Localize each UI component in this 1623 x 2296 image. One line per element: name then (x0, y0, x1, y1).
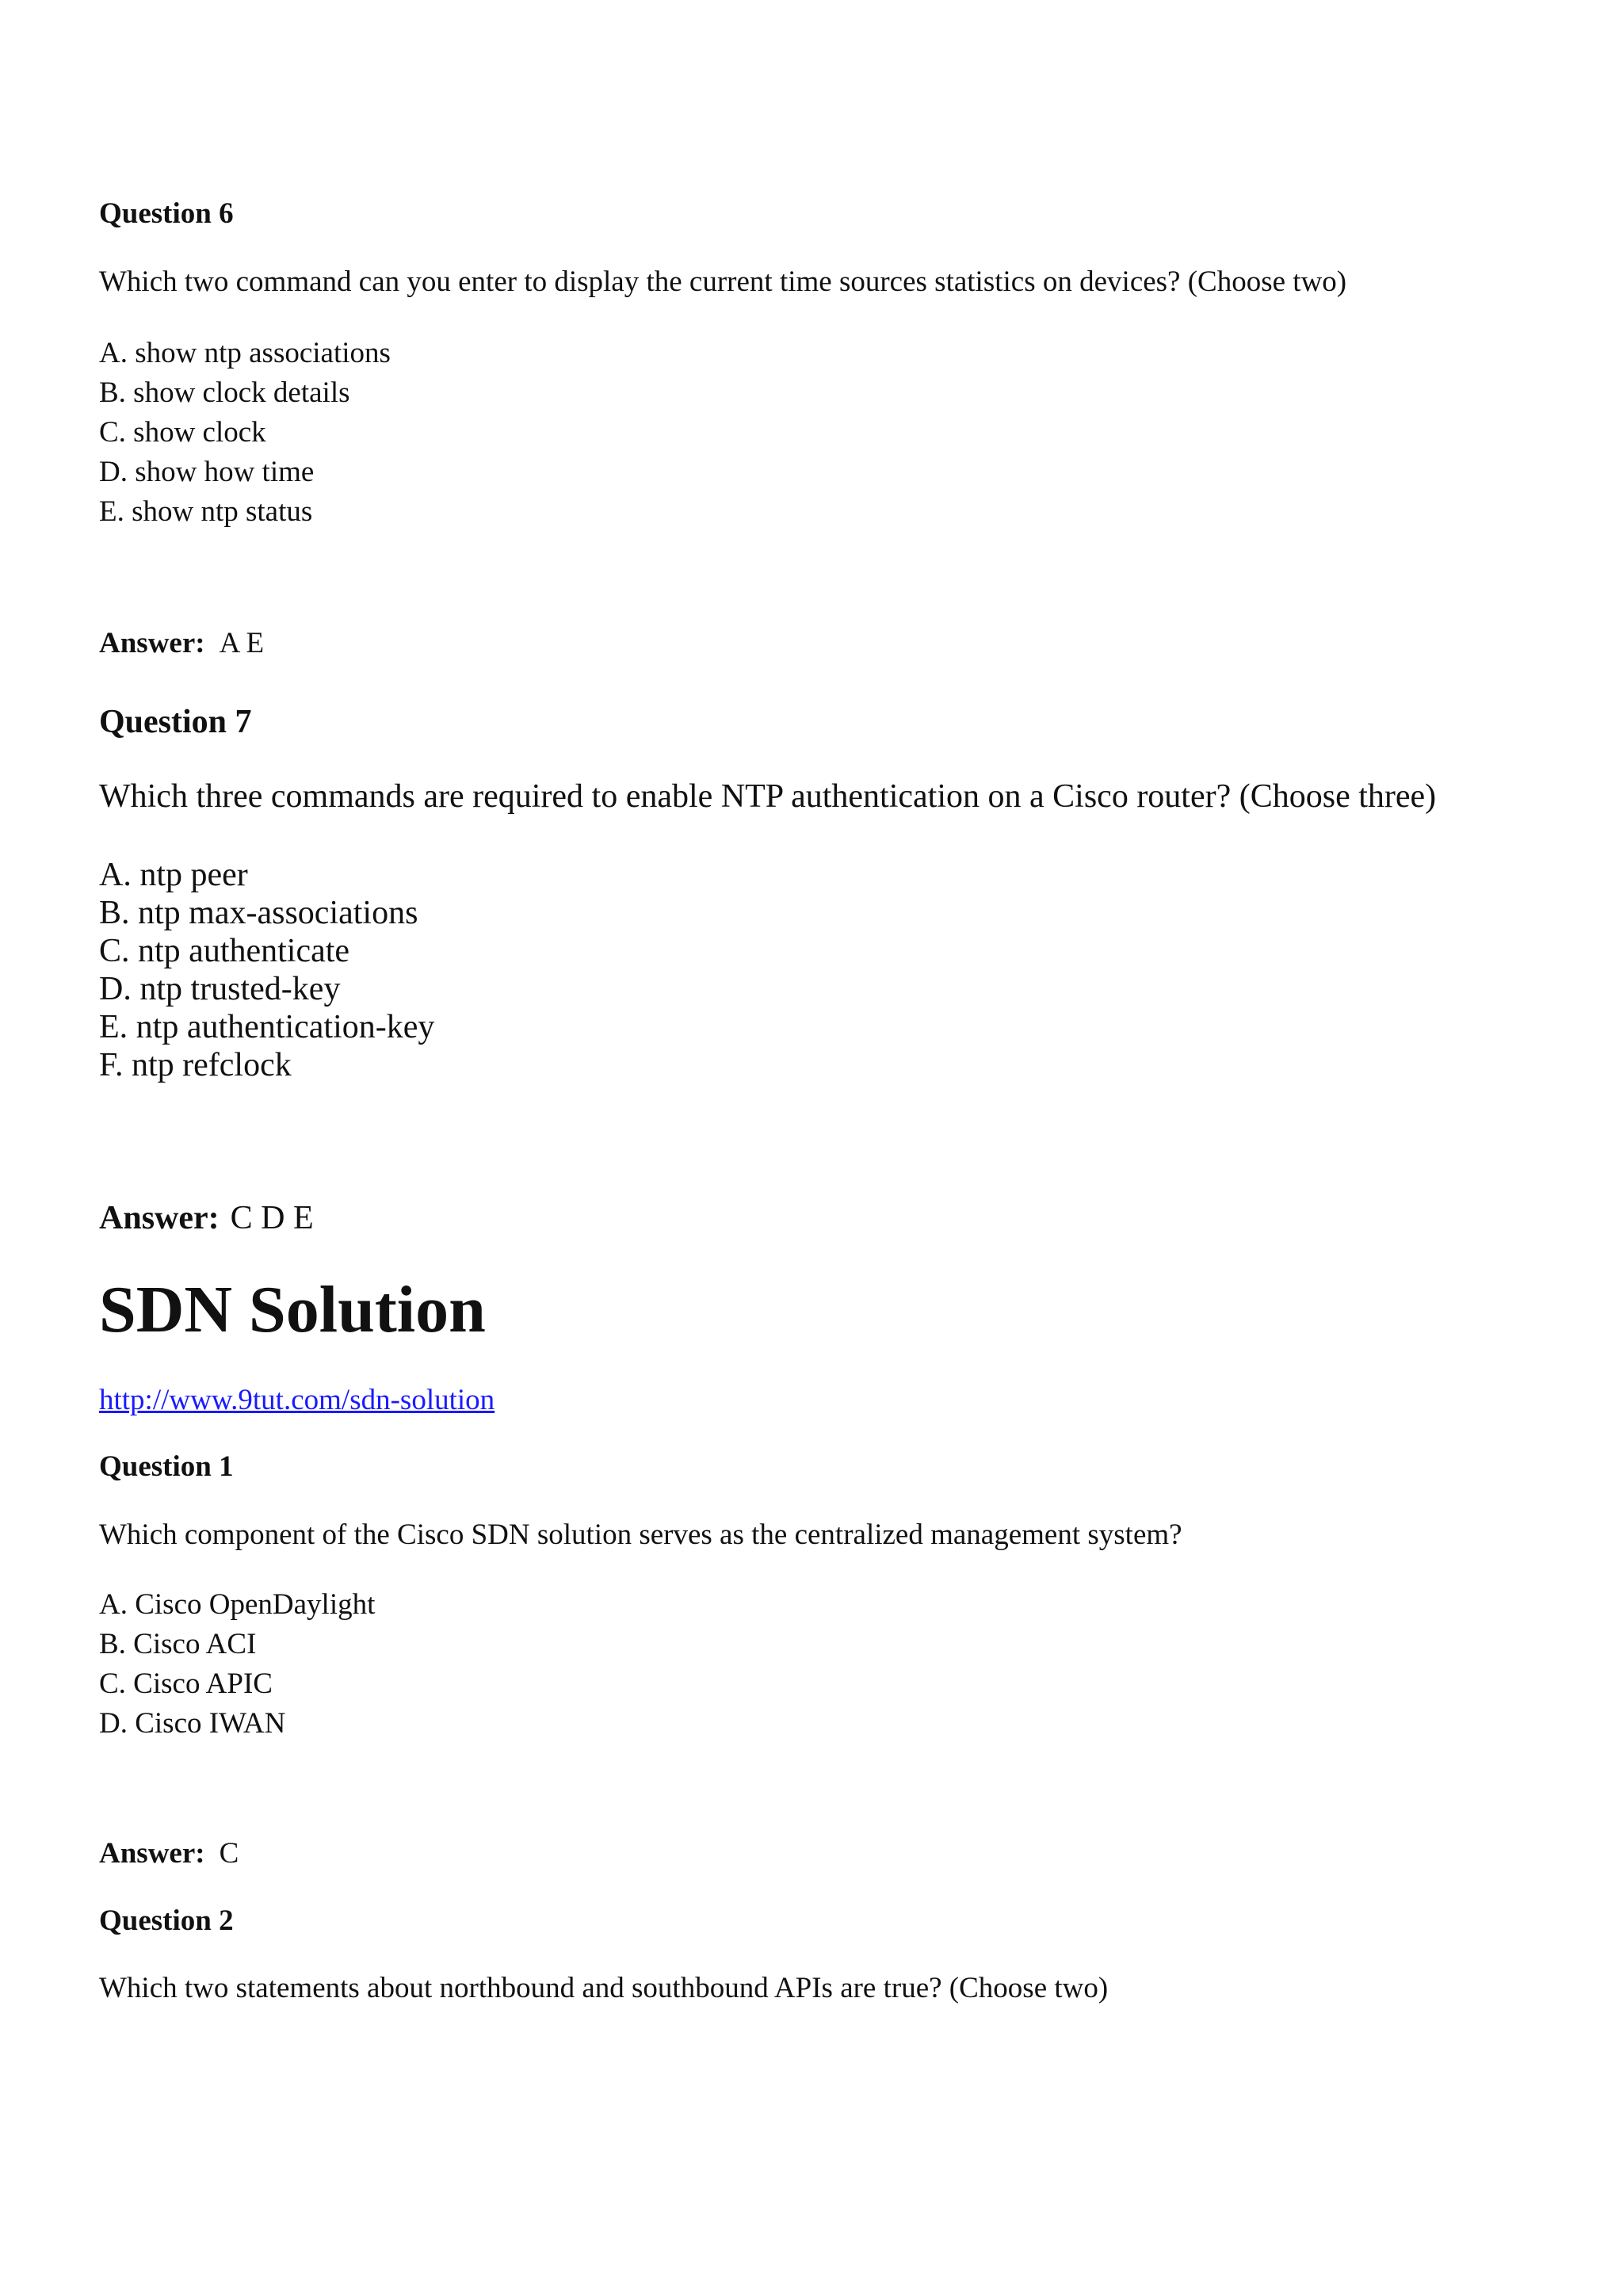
question-7-option: A. ntp peer (99, 857, 248, 893)
sdn-question-1-option: D. Cisco IWAN (99, 1707, 286, 1740)
answer-value: C D E (230, 1200, 314, 1236)
question-7-option: D. ntp trusted-key (99, 971, 341, 1007)
question-6-option: E. show ntp status (99, 495, 313, 528)
answer-label: Answer: (99, 627, 205, 659)
question-6-option: A. show ntp associations (99, 337, 391, 369)
sdn-question-1-heading: Question 1 (99, 1450, 234, 1483)
sdn-question-1-option: A. Cisco OpenDaylight (99, 1588, 376, 1621)
question-6-answer (99, 626, 264, 661)
sdn-question-1-options (99, 1585, 375, 1744)
question-7-text: Which three commands are required to enable NTP authentication on a Cisco router? (Choose three) (99, 778, 1437, 815)
question-6-heading: Question 6 (99, 197, 234, 230)
question-6-options (99, 334, 391, 532)
sdn-question-1-text: Which component of the Cisco SDN solution serves as the centralized management system? (99, 1519, 1182, 1551)
answer-value: A E (219, 627, 265, 659)
question-7-option: E. ntp authentication-key (99, 1009, 435, 1045)
sdn-question-1-answer (99, 1836, 239, 1871)
question-6-option: C. show clock (99, 416, 266, 449)
question-7-heading: Question 7 (99, 704, 252, 740)
sdn-question-2-heading: Question 2 (99, 1904, 234, 1937)
sdn-question-2-text: Which two statements about northbound and southbound APIs are true? (Choose two) (99, 1972, 1109, 2004)
question-6-text: Which two command can you enter to display the current time sources statistics on devices? (Choose two) (99, 266, 1347, 298)
question-7-options (99, 856, 434, 1084)
sdn-question-1-option: B. Cisco ACI (99, 1628, 257, 1660)
question-7-option: C. ntp authenticate (99, 933, 350, 969)
question-7-option: B. ntp max-associations (99, 895, 418, 931)
section-link[interactable]: http://www.9tut.com/sdn-solution (99, 1384, 495, 1416)
answer-value: C (219, 1837, 239, 1870)
answer-label: Answer: (99, 1837, 205, 1870)
question-7-option: F. ntp refclock (99, 1047, 292, 1083)
section-title: SDN Solution (99, 1273, 486, 1347)
question-7-answer (99, 1198, 314, 1238)
question-6-option: D. show how time (99, 456, 315, 488)
answer-label: Answer: (99, 1200, 220, 1236)
sdn-question-1-option: C. Cisco APIC (99, 1668, 273, 1700)
question-6-option: B. show clock details (99, 376, 350, 409)
